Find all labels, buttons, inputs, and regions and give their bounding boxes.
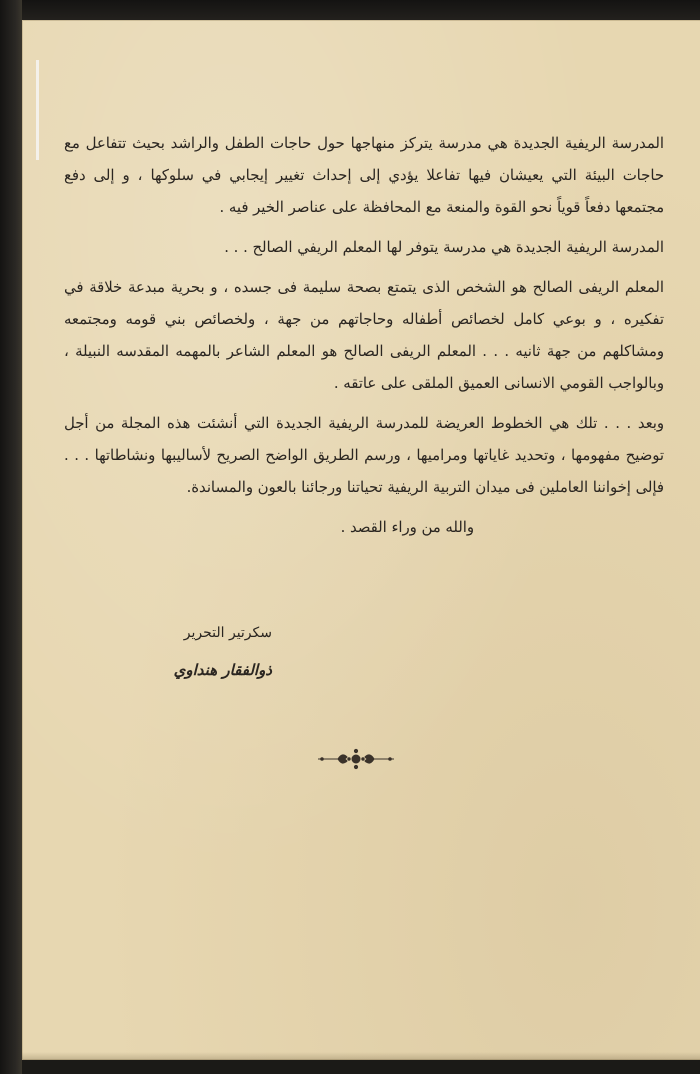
body-text	[64, 128, 664, 552]
document-page	[22, 20, 700, 1060]
scan-border-top	[0, 0, 700, 22]
closing-line: والله من وراء القصد .	[340, 519, 474, 536]
spine-highlight	[36, 60, 39, 160]
ornament-divider-icon	[316, 748, 396, 770]
signature-title: سكرتير التحرير	[183, 625, 272, 641]
paragraph-definition: المدرسة الريفية الجديدة هي مدرسة يتركز منهاجها حول حاجات الطفل والراشد بحيث تتفاعل مع حاجات البيئة التي يعيشان فيها تفاعلا يؤدي إلى إحداث تغيير إيجابي في سلوكها ، و إلى دفع مجتمعها دفعاً قوياً نحو القوة والمنعة مع المحافظة على عناصر الخير فيه .	[64, 135, 664, 216]
signature-block	[132, 620, 272, 686]
paragraph-teacher-intro: المدرسة الريفية الجديدة هي مدرسة يتوفر لها المعلم الريفي الصالح . . .	[224, 239, 664, 256]
scan-border-left	[0, 0, 22, 1074]
paragraph-conclusion: وبعد . . . تلك هي الخطوط العريضة للمدرسة الريفية الجديدة التي أنشئت هذه المجلة من أجل توضيح مفهومها ، وتحديد غاياتها ومراميها ، ورسم الطريق الواضح الصريح لأساليبها ونشاطاتها . . . فإلى إخواننا العاملين فى ميدان التربية الريفية تحياتنا ورجائنا بالعون والمساندة.	[64, 415, 664, 496]
signature-name: ذوالفقار هنداوي	[173, 661, 272, 679]
page-shadow	[22, 1052, 700, 1060]
paragraph-teacher-qualities: المعلم الريفى الصالح هو الشخص الذى يتمتع بصحة سليمة فى جسده ، و بحرية مبدعة خلاقة في تفكيره ، و بوعي كامل لخصائص أطفاله وحاجاتهم من جهة ، ولخصائص بني قومه ومجتمعه ومشاكلهم من جهة ثانيه . . . المعلم الريفى الصالح هو المعلم الشاعر بالمهمه المقدسه النبيلة ، وبالواجب القومي الانسانى العميق الملقى على عاتقه .	[64, 279, 664, 392]
